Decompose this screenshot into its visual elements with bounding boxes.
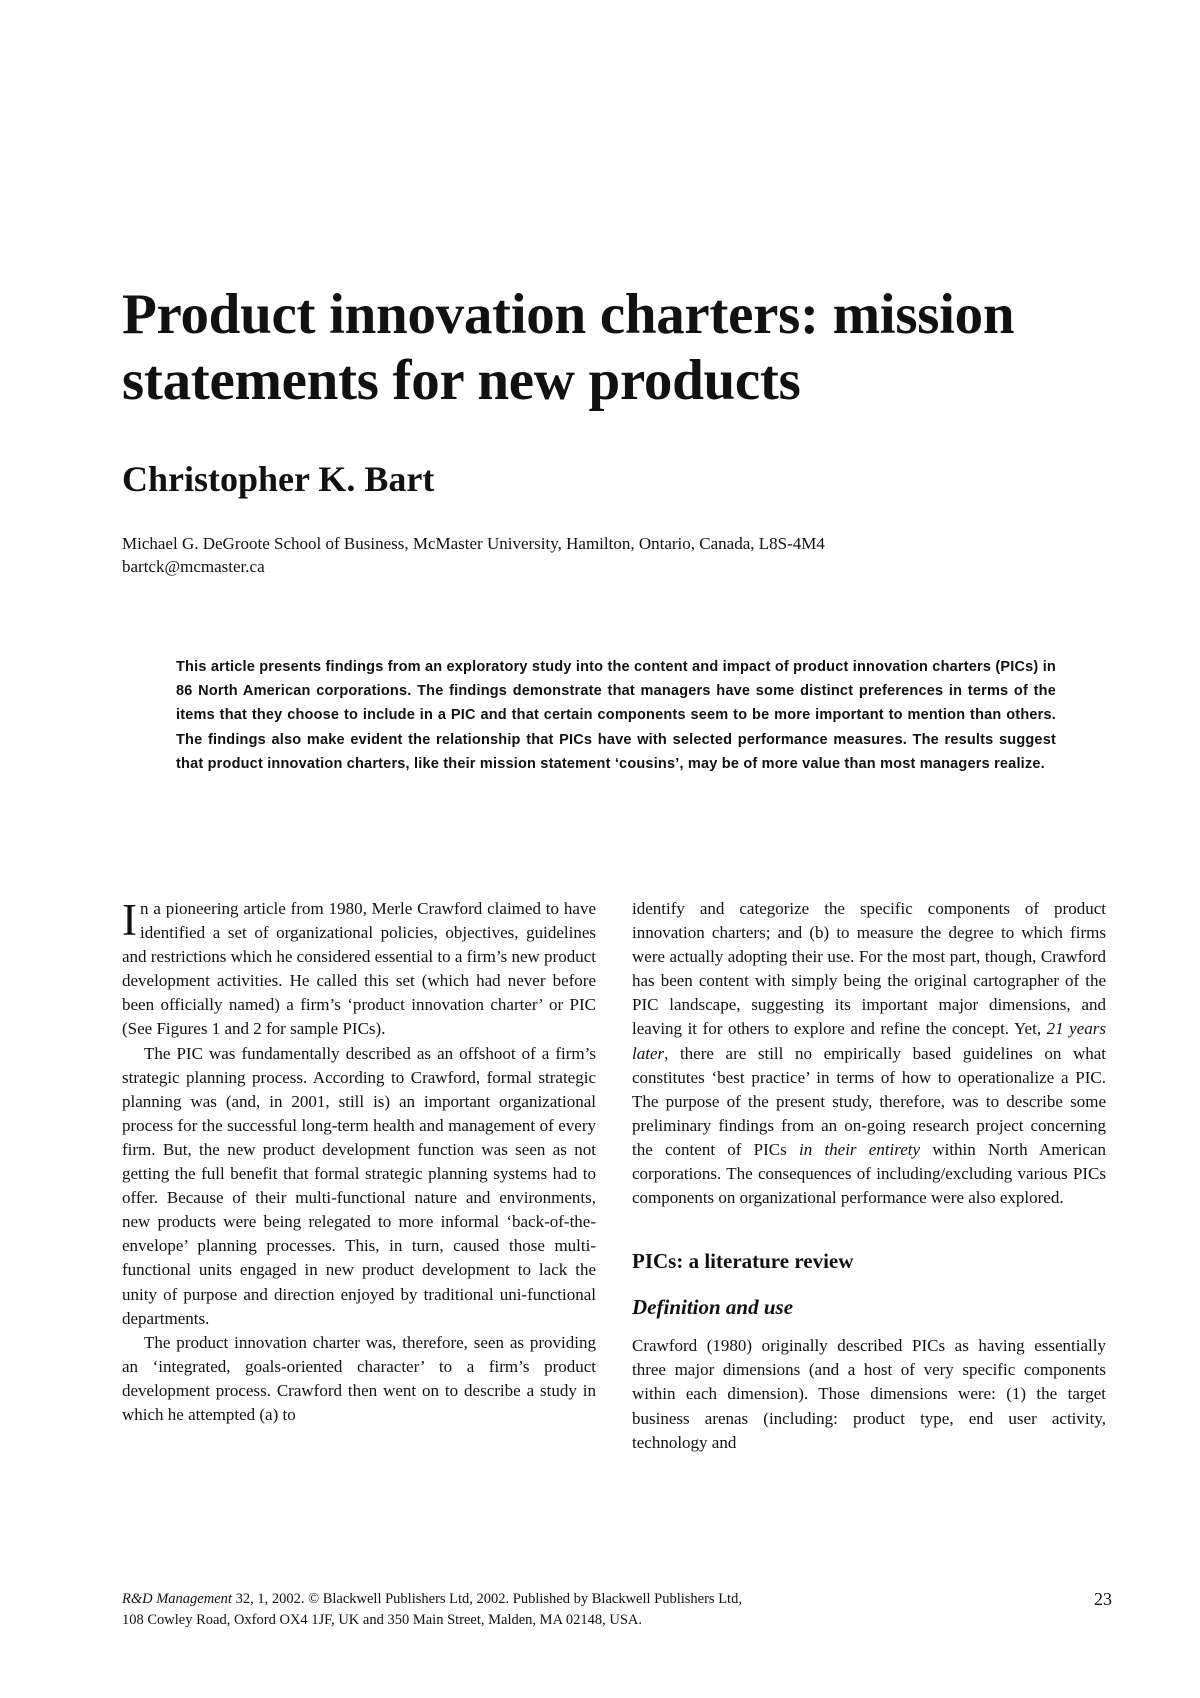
drop-cap: I [122, 895, 137, 945]
body-paragraph [122, 897, 596, 1042]
publisher-address: 108 Cowley Road, Oxford OX4 1JF, UK and 350 Main Street, Malden, MA 02148, USA. [122, 1612, 643, 1628]
left-column [122, 897, 596, 1427]
article-title: Product innovation charters: mission statements for new products [122, 283, 1015, 412]
subsection-heading: Definition and use [632, 1295, 794, 1320]
right-column [632, 897, 1106, 1455]
body-paragraph [632, 897, 1106, 1210]
abstract: This article presents findings from an exploratory study into the content and impact of product innovation charters (PICs) in 86 North American corporations. The findings demonstrate that managers have some distinct preferences in terms of the items that they choose to include in a PIC and that certain components seem to be more important to mention than others. The findings also make evident the relationship that PICs have with selected performance measures. The results suggest that product innovation charters, like their mission statement ‘cousins’, may be of more value than most managers realize. [176, 659, 1056, 772]
body-paragraph: The PIC was fundamentally described as an offshoot of a firm’s strategic planning process. According to Crawford, formal strategic planning was (and, in 2001, still is) an important organizational process for the successful long-term health and management of every firm. But, the new product development function was seen as not getting the full benefit that formal strategic planning systems had to offer. Because of their multi-functional nature and environments, new products were being relegated to more informal ‘back-of-the-envelope’ planning processes. This, in turn, caused those multi-functional units engaged in new product development to lack the unity of purpose and direction enjoyed by traditional uni-functional departments. [122, 1043, 596, 1328]
paragraph-text: n a pioneering article from 1980, Merle Crawford claimed to have identified a set of organizational policies, objectives, guidelines and restrictions which he considered essential to a firm’s new product development activities. He called this set (which had never before been officially named) a firm’s ‘product innovation charter’ or PIC (See Figures 1 and 2 for sample PICs). [122, 899, 596, 1039]
citation-text: 32, 1, 2002. © Blackwell Publishers Ltd, 2002. Published by Blackwell Publishers Ltd, [231, 1591, 742, 1607]
paragraph-text: identify and categorize the specific components of product innovation charters; and (b) to measure the degree to which firms were actually adopting their use. For the most part, though, Crawford has been content with simply being the original cartographer of the PIC landscape, suggesting its important major dimensions, and leaving it for others to explore and refine the concept. Yet, [632, 899, 1106, 1039]
paragraph-text: within North American corporations. The consequences of including/excluding various PICs components on organizational performance were also explored. [632, 1139, 1106, 1208]
body-paragraph: Crawford (1980) originally described PICs as having essentially three major dimensions (and a host of very specific components within each dimension). Those dimensions were: (1) the target business arenas (including: product type, end user activity, technology and [632, 1336, 1106, 1452]
emphasis-text: 21 years later [632, 1019, 1106, 1063]
emphasis-text: in their entirety [798, 1139, 921, 1159]
body-paragraph: The product innovation charter was, therefore, seen as providing an ‘integrated, goals-oriented character’ to a firm’s product development process. Crawford then went on to describe a study in which he attempted (a) to [122, 1332, 596, 1424]
author-name: Christopher K. Bart [122, 459, 435, 499]
page-footer [122, 1589, 1112, 1631]
author-affiliation-block [122, 532, 1082, 578]
page-number: 23 [1094, 1589, 1112, 1609]
journal-name: R&D Management [122, 1591, 232, 1607]
author-email: bartck@mcmaster.ca [122, 557, 265, 576]
paragraph-text: , there are still no empirically based guidelines on what constitutes ‘best practice’ in terms of how to operationalize a PIC. The purpose of the present study, therefore, was to describe some preliminary findings from an on-going research project concerning the content of PICs [632, 1043, 1106, 1159]
affiliation: Michael G. DeGroote School of Business, McMaster University, Hamilton, Ontario, Canada, L8S-4M4 [122, 534, 825, 553]
footer-citation [122, 1589, 1112, 1610]
section-heading: PICs: a literature review [632, 1249, 854, 1274]
